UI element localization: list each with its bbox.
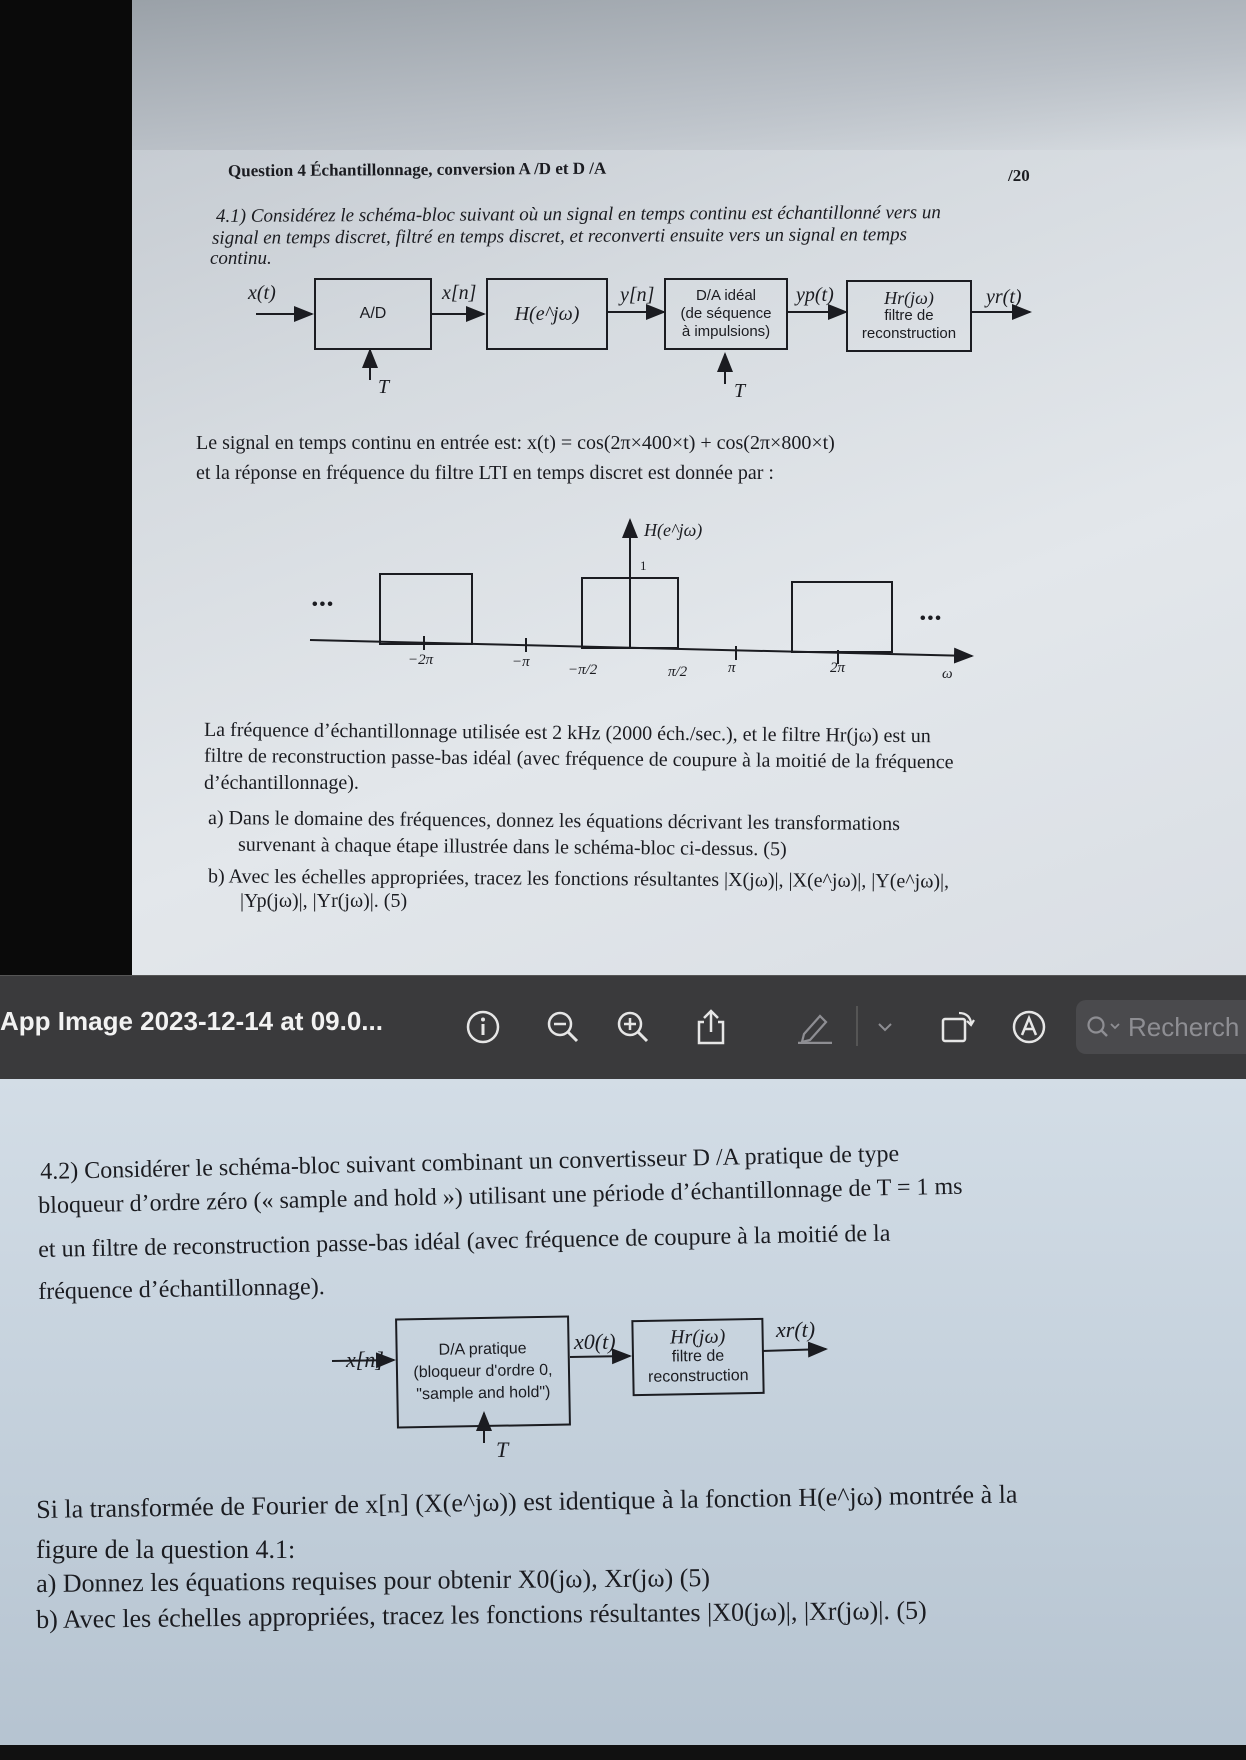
para-line-2: filtre de reconstruction passe-bas idéal (avec fréquence de coupure à la moitié de la fréquence bbox=[203, 744, 954, 774]
search-icon bbox=[1086, 1015, 1124, 1039]
block-ad bbox=[314, 278, 432, 350]
label-x-t: x(t) bbox=[248, 282, 276, 304]
label-T-da: T bbox=[734, 380, 746, 402]
plot-dots-right: ••• bbox=[920, 610, 943, 627]
label-x-n: x[n] bbox=[442, 282, 477, 304]
block-ad-label: A/D bbox=[359, 305, 387, 322]
block-h-label: H(e^jω) bbox=[514, 303, 580, 325]
block-hr-line2: filtre de bbox=[884, 307, 934, 324]
plot-one-label: 1 bbox=[640, 558, 647, 573]
q42-hr-line1: Hr(jω) bbox=[669, 1325, 726, 1349]
label-y-n: y[n] bbox=[620, 284, 655, 306]
markup-pen-icon[interactable] bbox=[792, 1004, 838, 1050]
tick-pi-half: π/2 bbox=[668, 664, 688, 680]
item-a-line-2: survenant à chaque étape illustrée dans le schéma-bloc ci-dessus. (5) bbox=[237, 833, 787, 861]
bottom-border bbox=[0, 1745, 1246, 1760]
q42-da-line1: D/A pratique bbox=[438, 1340, 527, 1359]
q42-line-2: bloqueur d’ordre zéro (« sample and hold ») utilisant une période d’échantillonnage de T = 1 ms bbox=[38, 1173, 963, 1219]
q42-label-xr-t: xr(t) bbox=[776, 1317, 816, 1342]
q42-line-1: 4.2) Considérer le schéma-bloc suivant combinant un convertisseur D /A pratique de type bbox=[40, 1141, 900, 1185]
search-field[interactable] bbox=[1076, 1000, 1246, 1054]
q42-diagram-arrows bbox=[0, 1299, 1246, 1499]
q42-hr-line3: reconstruction bbox=[647, 1367, 749, 1386]
photo-bottom bbox=[0, 1079, 1246, 1760]
q42-line-3: et un filtre de reconstruction passe-bas idéal (avec fréquence de coupure à la moitié de la bbox=[38, 1220, 891, 1263]
q42-hr-line2: filtre de bbox=[671, 1347, 725, 1366]
fourier-line-2: figure de la question 4.1: bbox=[36, 1535, 296, 1564]
q42-item-a: a) Donnez les équations requises pour obtenir X0(jω), Xr(jω) (5) bbox=[36, 1563, 711, 1598]
info-icon[interactable] bbox=[460, 1004, 506, 1050]
tick-minus-2pi: −2π bbox=[408, 652, 434, 668]
plot-dots-left: ••• bbox=[312, 596, 335, 613]
q42-block-da-pratique bbox=[395, 1315, 571, 1428]
chevron-down-icon[interactable] bbox=[862, 1004, 908, 1050]
block-da-ideal bbox=[664, 278, 788, 350]
block-da-line1: D/A idéal bbox=[695, 287, 757, 304]
rect-left bbox=[380, 574, 472, 644]
tick-minus-pi: −π bbox=[512, 654, 530, 670]
item-b-line-2: |Yp(jω)|, |Yr(jω)|. (5) bbox=[240, 890, 408, 912]
q42-block-hr bbox=[631, 1318, 764, 1396]
signal-line-1: Le signal en temps continu en entrée est: x(t) = cos(2π×400×t) + cos(2π×800×t) bbox=[196, 432, 835, 454]
intro-line-1: 4.1) Considérez le schéma-bloc suivant où un signal en temps continu est échantillonné vers un bbox=[215, 202, 941, 227]
block-h bbox=[486, 278, 608, 350]
share-icon[interactable] bbox=[688, 1004, 734, 1050]
window-title: App Image 2023-12-14 at 09.0... bbox=[0, 1006, 383, 1036]
viewer-toolbar bbox=[0, 975, 1246, 1081]
q42-da-line3: "sample and hold") bbox=[416, 1383, 551, 1404]
block-da-line2: (de séquence bbox=[680, 305, 772, 322]
tick-pi: π bbox=[728, 660, 736, 676]
para-line-3: d’échantillonnage). bbox=[204, 772, 359, 794]
plot-xlabel: ω bbox=[942, 666, 953, 682]
label-T-ad: T bbox=[378, 376, 390, 398]
intro-line-3: continu. bbox=[210, 248, 272, 269]
rotate-icon[interactable] bbox=[934, 1004, 980, 1050]
block-da-line3: à impulsions) bbox=[681, 323, 771, 340]
q42-label-x0-t: x0(t) bbox=[574, 1329, 616, 1354]
intro-line-2: signal en temps discret, filtré en temps discret, et reconverti ensuite vers un signal en temps bbox=[211, 224, 908, 249]
zoom-in-icon[interactable] bbox=[610, 1004, 656, 1050]
annotate-icon[interactable] bbox=[1006, 1004, 1052, 1050]
q42-line-4: fréquence d’échantillonnage). bbox=[38, 1273, 325, 1305]
question-header: Question 4 Échantillonnage, conversion A /D et D /A bbox=[227, 158, 607, 181]
diagram-arrows bbox=[0, 0, 1246, 420]
points-label: /20 bbox=[1008, 166, 1030, 185]
signal-line-2: et la réponse en fréquence du filtre LTI en temps discret est donnée par : bbox=[196, 462, 774, 484]
q42-da-line2: (bloqueur d'ordre 0, bbox=[413, 1361, 553, 1382]
item-a-line-1: a) Dans le domaine des fréquences, donnez les équations décrivant les transformations bbox=[207, 806, 901, 836]
fourier-line-1: Si la transformée de Fourier de x[n] (X(e^jω)) est identique à la fonction H(e^jω) montrée à la bbox=[36, 1479, 1018, 1524]
item-b-line-1: b) Avec les échelles appropriées, tracez les fonctions résultantes |X(jω)|, |X(e^jω)|, |Y(e^jω)|, bbox=[207, 865, 950, 893]
q42-label-T: T bbox=[496, 1437, 509, 1462]
tick-2pi: 2π bbox=[830, 660, 846, 676]
search-placeholder: Recherch bbox=[1128, 1011, 1240, 1042]
toolbar-divider bbox=[856, 1006, 858, 1046]
q42-item-b: b) Avec les échelles appropriées, tracez les fonctions résultantes |X0(jω)|, |Xr(jω)|. (5) bbox=[36, 1595, 927, 1634]
label-yp-t: yp(t) bbox=[796, 284, 834, 306]
zoom-out-icon[interactable] bbox=[540, 1004, 586, 1050]
rect-right bbox=[792, 582, 892, 652]
block-hr-line3: reconstruction bbox=[861, 325, 957, 342]
label-yr-t: yr(t) bbox=[986, 286, 1022, 308]
para-line-1: La fréquence d’échantillonnage utilisée est 2 kHz (2000 éch./sec.), et le filtre Hr(jω) est un bbox=[203, 718, 931, 748]
block-hr bbox=[846, 280, 972, 352]
q42-label-x-n: x[n] bbox=[346, 1347, 384, 1372]
tick-minus-pi-half: −π/2 bbox=[568, 662, 598, 678]
plot-ylabel: H(e^jω) bbox=[644, 520, 703, 540]
block-hr-line1: Hr(jω) bbox=[884, 288, 934, 308]
